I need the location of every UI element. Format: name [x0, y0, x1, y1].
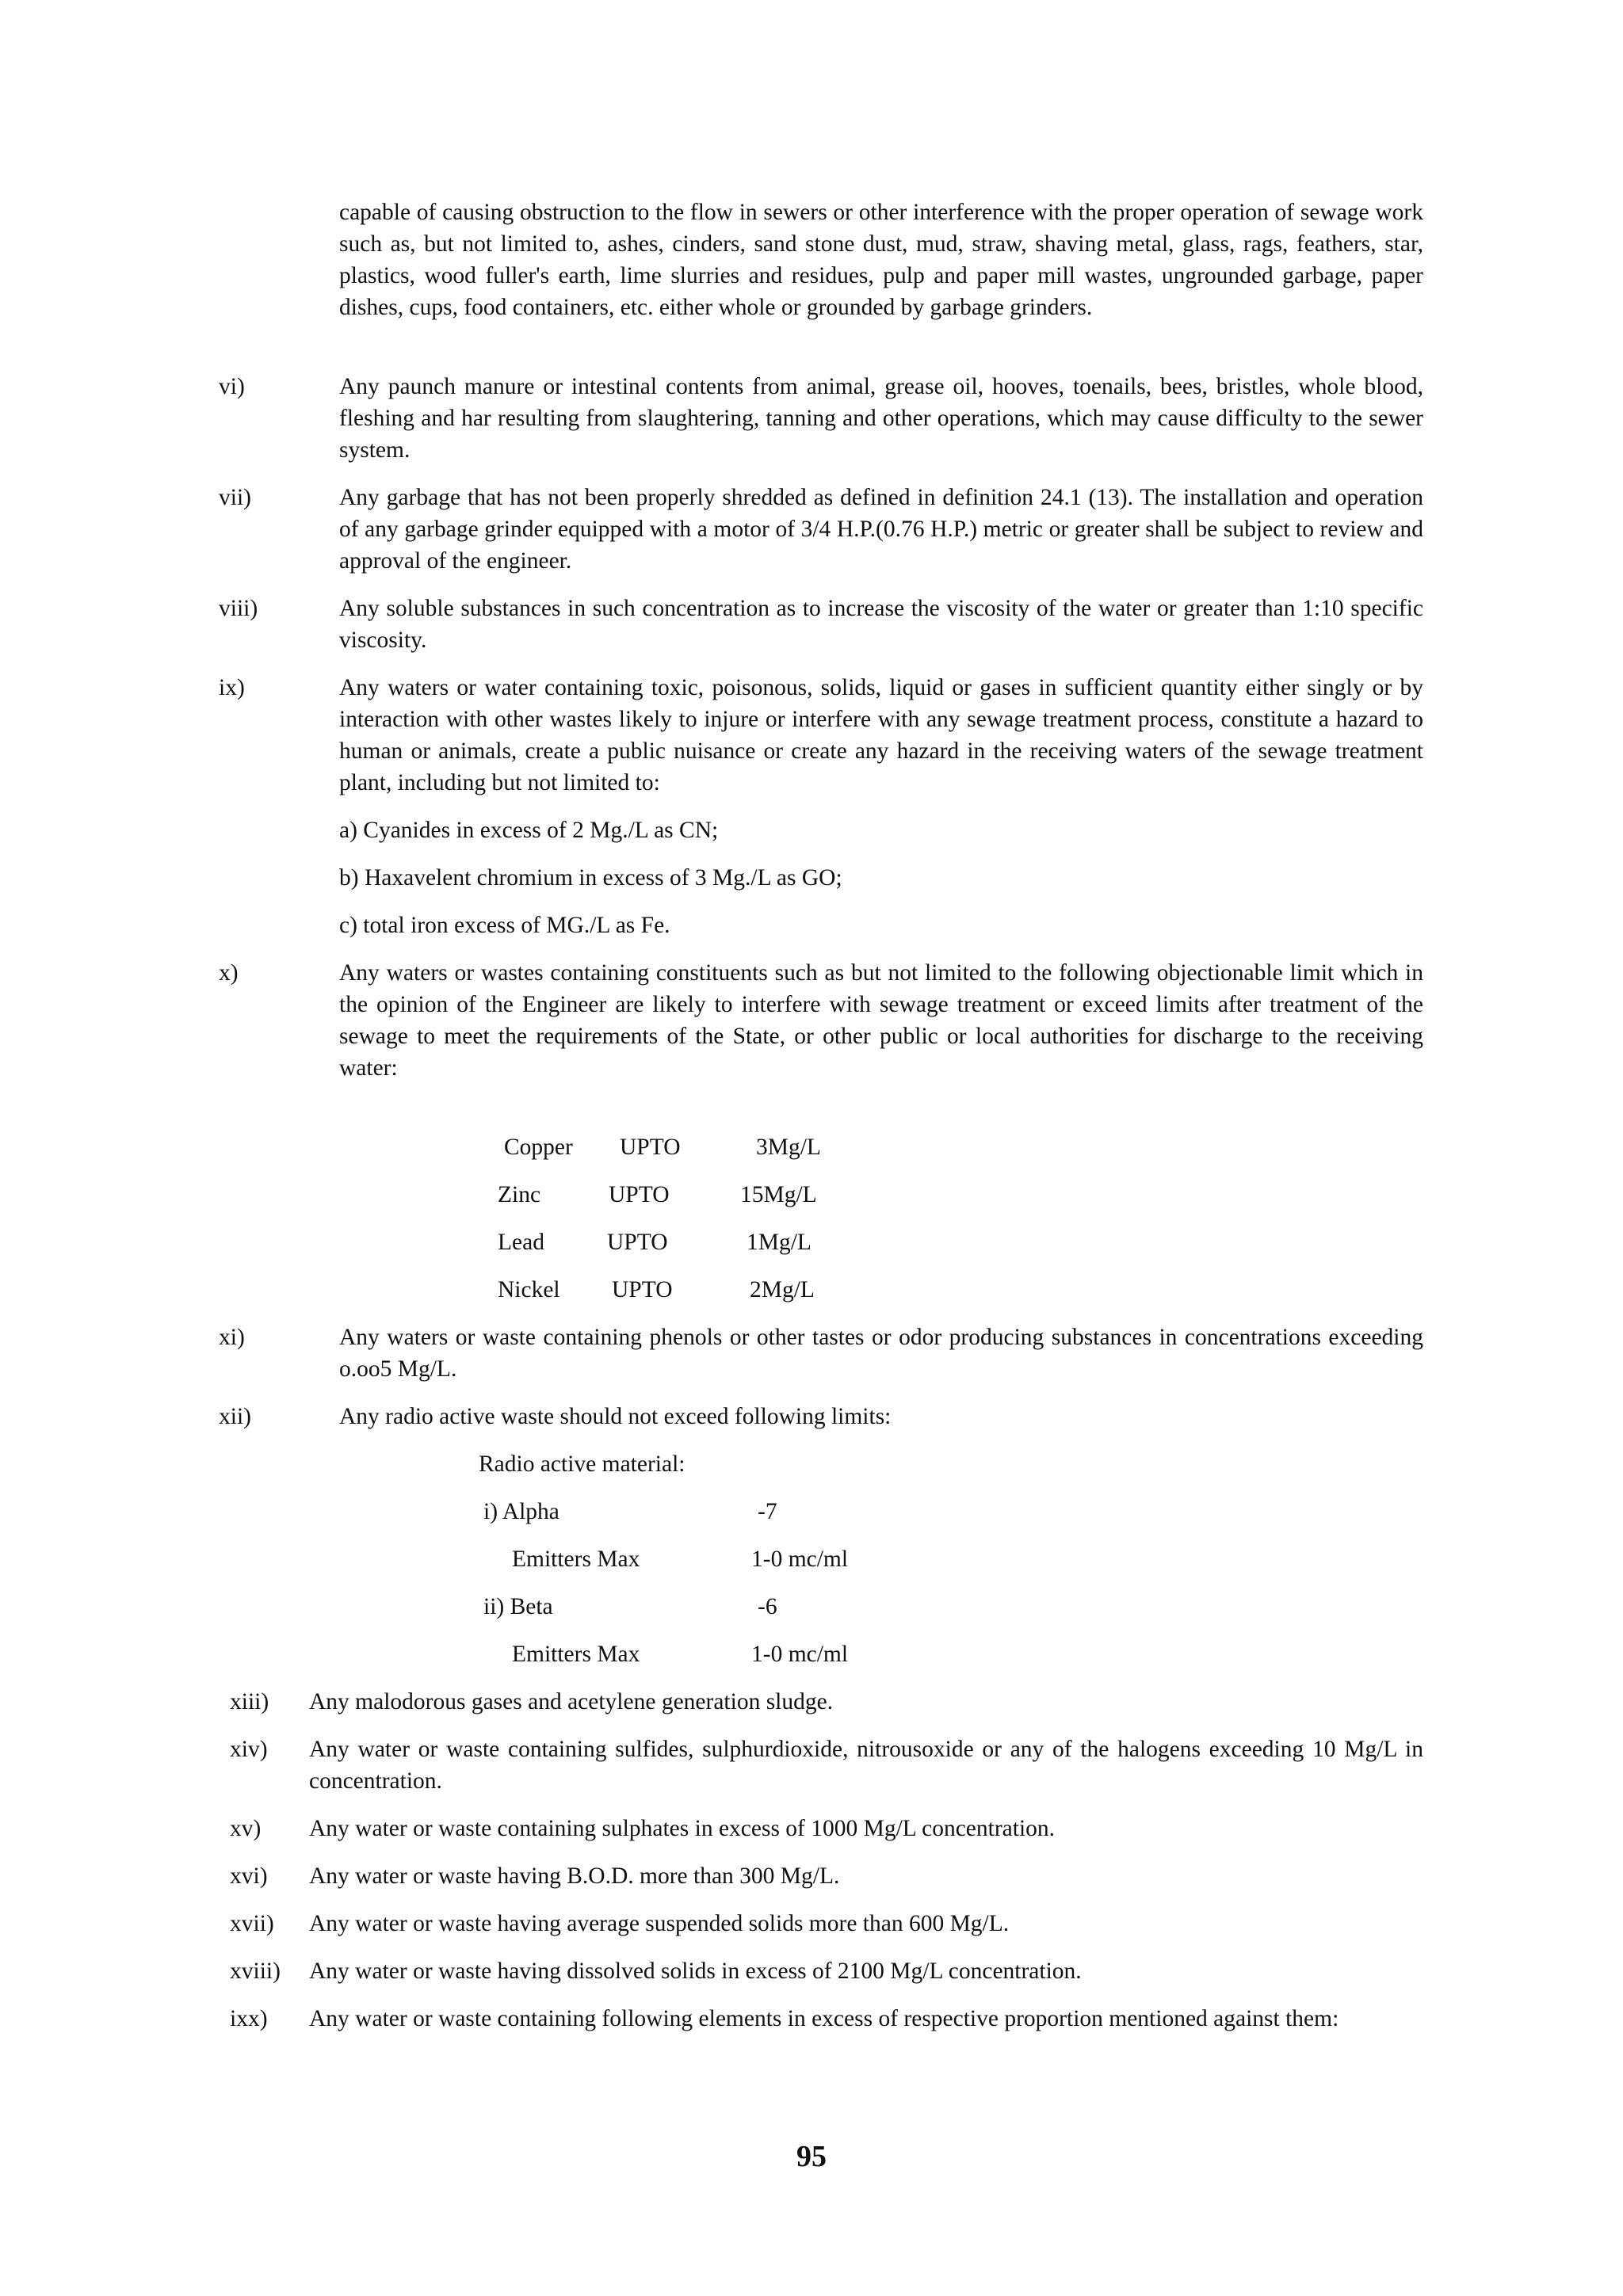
item-number: vi) [219, 374, 245, 399]
item-number: ix) [219, 675, 245, 700]
metal-name: Zinc [498, 1182, 541, 1207]
item-text: Any water or waste having B.O.D. more than 300 Mg/L. [309, 1863, 840, 1889]
item-number: xviii) [230, 1958, 281, 1984]
limit-text: UPTO [607, 1230, 668, 1255]
radio-label: Emitters Max [512, 1547, 640, 1572]
item-text: Any waters or water containing toxic, poisonous, solids, liquid or gases in sufficient quantity either singly or by interaction with other wastes likely to injure or interfere with any sewage treatment process, constitute a hazard to human or animals, create a public nuisance or create any hazard in the receiving waters of the sewage treatment plant, including but not limited to: [339, 675, 1423, 795]
radio-value: 1-0 mc/ml [751, 1547, 849, 1572]
item-number: ixx) [230, 2006, 268, 2031]
radio-label: Emitters Max [512, 1642, 640, 1667]
metal-name: Nickel [498, 1277, 560, 1302]
item-number: viii) [219, 596, 258, 621]
list-item-xii [219, 1401, 1423, 1432]
list-item-xi [219, 1322, 1423, 1385]
item-text: Any waters or waste containing phenols or other tastes or odor producing substances in concentrations exceeding o.oo5 Mg/L. [339, 1325, 1423, 1382]
item-text: Any water or waste having dissolved solids in excess of 2100 Mg/L concentration. [309, 1958, 1082, 1984]
list-item-vi [219, 371, 1423, 466]
item-text: Any water or waste containing following elements in excess of respective proportion mentioned against them: [309, 2006, 1339, 2031]
item-text: Any garbage that has not been properly shredded as defined in definition 24.1 (13). The installation and operation of any garbage grinder equipped with a motor of 3/4 H.P.(0.76 H.P.) metric or greater shall be subject to review and approval of the engineer. [339, 485, 1423, 574]
item-number: xi) [219, 1325, 245, 1350]
item-number: vii) [219, 485, 251, 510]
item-number: x) [219, 960, 239, 986]
sub-item-c: c) total iron excess of MG./L as Fe. [339, 913, 670, 938]
page-number: 95 [796, 2140, 827, 2173]
limit-value: 2Mg/L [750, 1277, 815, 1302]
limit-value: 3Mg/L [756, 1135, 821, 1160]
list-item-viii [219, 593, 1423, 656]
list-item-ix [219, 672, 1423, 799]
limit-value: 15Mg/L [740, 1182, 817, 1207]
list-item-x [219, 957, 1423, 1084]
item-text: Any water or waste having average suspended solids more than 600 Mg/L. [309, 1911, 1010, 1936]
radio-label: ii) Beta [483, 1594, 553, 1619]
item-number: xii) [219, 1404, 251, 1429]
limit-text: UPTO [609, 1182, 670, 1207]
item-text: Any water or waste containing sulphates in excess of 1000 Mg/L concentration. [309, 1816, 1056, 1841]
sub-item-b: b) Haxavelent chromium in excess of 3 Mg./L as GO; [339, 865, 842, 891]
item-number: xvii) [230, 1911, 274, 1936]
item-number: xv) [230, 1816, 262, 1841]
radio-heading-text: Radio active material: [479, 1451, 685, 1477]
item-text: Any radio active waste should not exceed following limits: [339, 1404, 892, 1429]
radio-value: -7 [758, 1499, 777, 1524]
metal-name: Copper [504, 1135, 573, 1160]
intro-paragraph: capable of causing obstruction to the flow in sewers or other interference with the proper operation of sewage work such as, but not limited to, ashes, cinders, sand stone dust, mud, straw, shaving metal, glass, rags, feathers, star, plastics, wood fuller's earth, lime slurries and residues, pulp and paper mill wastes, ungrounded garbage, paper dishes, cups, food containers, etc. either whole or grounded by garbage grinders. [339, 200, 1423, 320]
radio-value: -6 [758, 1594, 777, 1619]
limit-text: UPTO [620, 1135, 681, 1160]
item-number: xiii) [230, 1689, 269, 1714]
item-text: Any waters or wastes containing constituents such as but not limited to the following objectionable limit which in the opinion of the Engineer are likely to interfere with sewage treatment or exceed limits after treatment of the sewage to meet the requirements of the State, or other public or local authorities for discharge to the receiving water: [339, 960, 1423, 1081]
item-number: xvi) [230, 1863, 268, 1889]
limit-value: 1Mg/L [747, 1230, 812, 1255]
list-item-vii [219, 482, 1423, 577]
item-text: Any water or waste containing sulfides, sulphurdioxide, nitrousoxide or any of the halogens exceeding 10 Mg/L in concentration. [309, 1737, 1423, 1794]
item-text: Any malodorous gases and acetylene generation sludge. [309, 1689, 834, 1714]
metal-name: Lead [498, 1230, 544, 1255]
limit-text: UPTO [612, 1277, 673, 1302]
radio-value: 1-0 mc/ml [751, 1642, 849, 1667]
item-number: xiv) [230, 1737, 268, 1762]
item-text: Any paunch manure or intestinal contents from animal, grease oil, hooves, toenails, bees, bristles, whole blood, fleshing and har resulting from slaughtering, tanning and other operations, which may cause difficulty to the sewer system. [339, 374, 1423, 463]
item-text: Any soluble substances in such concentration as to increase the viscosity of the water or greater than 1:10 specific viscosity. [339, 596, 1423, 653]
radio-label: i) Alpha [483, 1499, 559, 1524]
sub-item-a: a) Cyanides in excess of 2 Mg./L as CN; [339, 818, 719, 843]
